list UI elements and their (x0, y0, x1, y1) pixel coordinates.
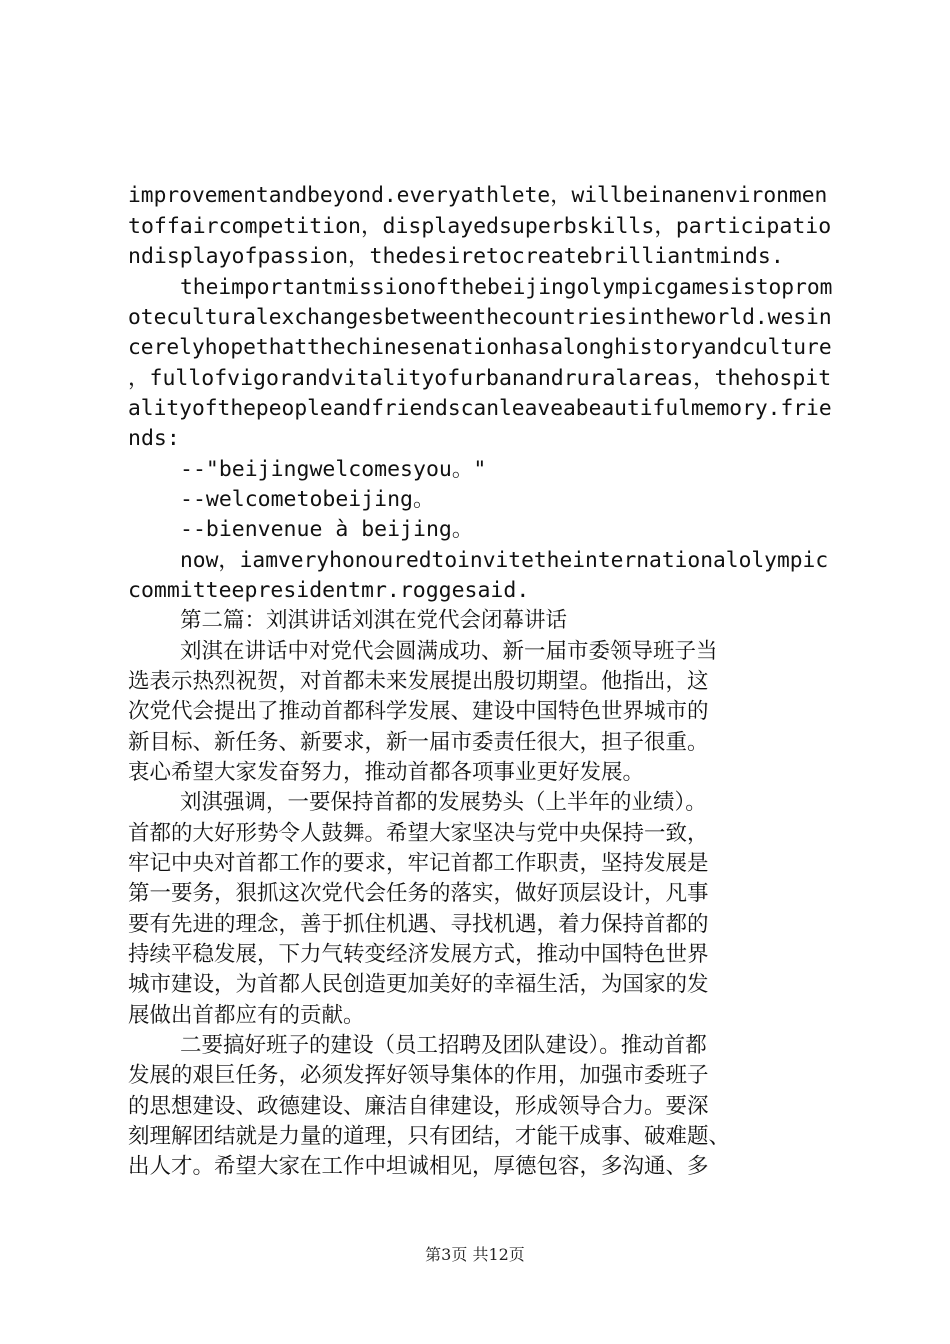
text-line: 发展的艰巨任务，必须发挥好领导集体的作用，加强市委班子 (128, 1063, 709, 1088)
text-line: 牢记中央对首都工作的要求，牢记首都工作职责，坚持发展是 (128, 851, 709, 876)
text-line: 的思想建设、政德建设、廉洁自律建设，形成领导合力。要深 (128, 1094, 709, 1119)
text-line: --welcometobeijing。 (180, 487, 435, 512)
text-line: 次党代会提出了推动首都科学发展、建设中国特色世界城市的 (128, 699, 709, 724)
text-line: 第一要务，狠抓这次党代会任务的落实，做好顶层设计，凡事 (128, 881, 709, 906)
text-line: ndisplayofpassion，thedesiretocreatebrilliantminds. (128, 244, 784, 269)
text-line: ，fullofvigorandvitalityofurbanandruralareas，thehospit (128, 366, 832, 391)
text-line: committeepresidentmr.roggesaid. (128, 578, 530, 603)
text-line: 出人才。希望大家在工作中坦诚相见，厚德包容，多沟通、多 (128, 1154, 709, 1179)
section-heading: 第二篇：刘淇讲话刘淇在党代会闭幕讲话 (180, 608, 568, 633)
text-line: 首都的大好形势令人鼓舞。希望大家坚决与党中央保持一致， (128, 821, 709, 846)
text-line: 选表示热烈祝贺，对首都未来发展提出殷切期望。他指出，这 (128, 669, 709, 694)
page-footer: 第3页 共12页 (425, 1245, 525, 1264)
text-line: alityofthepeopleandfriendscanleaveabeautifulmemory.frie (128, 396, 832, 421)
text-line: 持续平稳发展，下力气转变经济发展方式，推动中国特色世界 (128, 942, 709, 967)
text-line: 二要搞好班子的建设（员工招聘及团队建设）。推动首都 (180, 1033, 707, 1058)
text-line: toffaircompetition，displayedsuperbskills，participatio (128, 214, 832, 239)
text-line: 城市建设，为首都人民创造更加美好的幸福生活，为国家的发 (128, 972, 709, 997)
text-line: 刘淇强调，一要保持首都的发展势头（上半年的业绩）。 (180, 790, 707, 815)
text-line: oteculturalexchangesbetweenthecountriesintheworld.wesin (128, 305, 832, 330)
text-line: 新目标、新任务、新要求，新一届市委责任很大，担子很重。 (128, 730, 709, 755)
text-line: 刻理解团结就是力量的道理，只有团结，才能干成事、破难题、 (128, 1124, 731, 1149)
text-line: 展做出首都应有的贡献。 (128, 1003, 365, 1028)
text-line: 要有先进的理念，善于抓住机遇、寻找机遇，着力保持首都的 (128, 912, 709, 937)
text-line: improvementandbeyond.everyathlete，willbeinanenvironmen (128, 183, 828, 208)
text-line: --"beijingwelcomesyou。" (180, 457, 487, 482)
text-line: 刘淇在讲话中对党代会圆满成功、新一届市委领导班子当 (180, 639, 718, 664)
text-line: cerelyhopethatthechinesenationhasalonghistoryandculture (128, 335, 832, 360)
text-line: nds: (128, 426, 180, 451)
text-line: theimportantmissionofthebeijingolympicgamesistoprom (180, 275, 833, 300)
text-line: now，iamveryhonouredtoinvitetheinternationalolympic (180, 548, 829, 573)
text-line: 衷心希望大家发奋努力，推动首都各项事业更好发展。 (128, 760, 645, 785)
text-line: --bienvenue à beijing。 (180, 517, 474, 542)
